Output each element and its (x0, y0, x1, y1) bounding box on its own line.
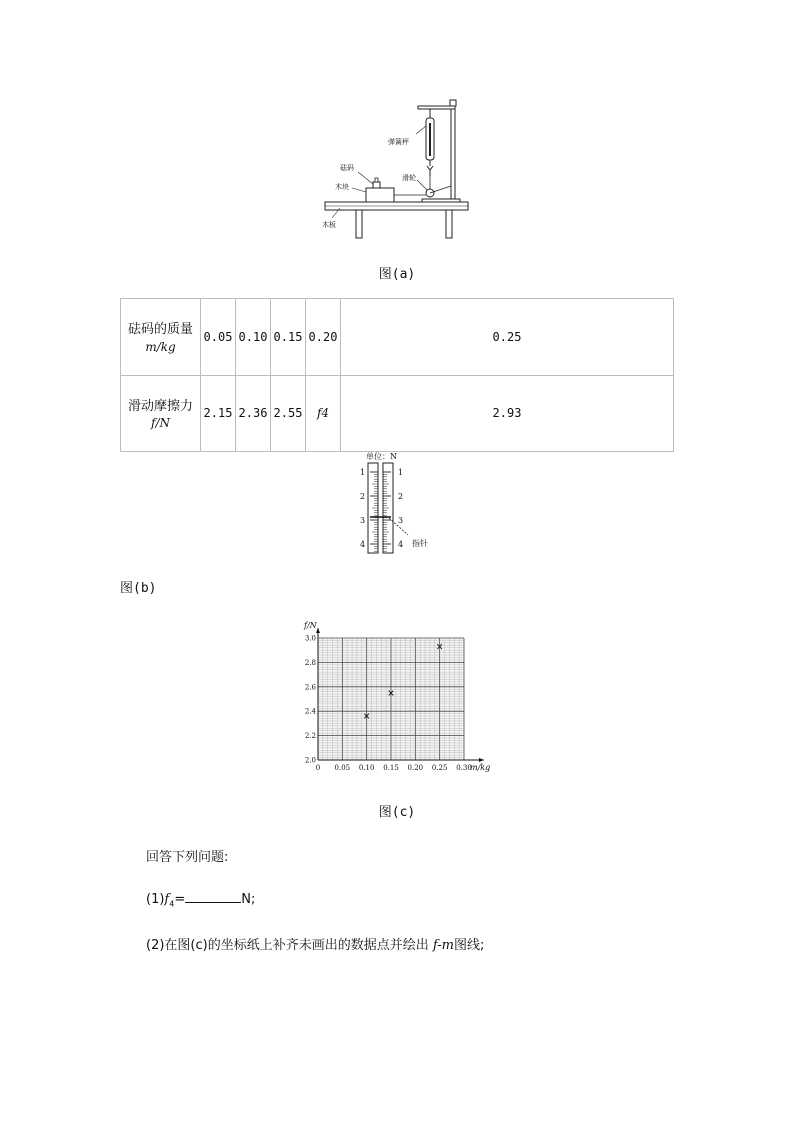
q2-var: f-m (432, 938, 454, 953)
x-axis-arrow (479, 758, 484, 762)
row-header-friction (121, 375, 201, 452)
mass-unit: m/kg (145, 339, 176, 354)
data-point: × (435, 642, 444, 653)
table-row-friction (121, 375, 674, 452)
data-point: × (387, 688, 395, 699)
scale-unit-label: 单位：N (366, 452, 397, 461)
table-cell: 2.36 (236, 375, 271, 452)
scale-number-left: 3 (360, 516, 366, 525)
figure-a-caption: 图(a) (378, 267, 416, 282)
label-spring-scale: 弹簧秤 (388, 138, 409, 146)
weight (373, 182, 380, 188)
y-tick-label: 2.0 (304, 756, 316, 765)
scale-number-left: 1 (360, 468, 366, 477)
scale-number-right: 3 (398, 516, 404, 525)
chart-grid (318, 638, 464, 760)
scale-number-right: 2 (398, 492, 404, 501)
x-tick-label: 0.30 (456, 764, 472, 772)
chart-y-label: f/N (304, 621, 317, 630)
label-pulley: 滑轮 (402, 174, 416, 182)
x-tick-label: 0 (315, 764, 321, 772)
table-cell: 2.55 (271, 375, 306, 452)
scale-number-left: 2 (360, 492, 366, 501)
label-block: 木块 (335, 183, 349, 191)
label-weight: 砝码 (340, 164, 354, 172)
q1-answer-blank[interactable] (185, 890, 241, 903)
table-cell: 0.05 (201, 299, 236, 376)
stand-arm (418, 106, 455, 109)
y-tick-label: 2.8 (304, 658, 316, 667)
y-tick-label: 2.2 (304, 732, 316, 741)
y-tick-label: 3.0 (304, 634, 316, 643)
table-row-mass (121, 299, 674, 376)
y-tick-label: 2.6 (304, 683, 316, 692)
table-cell: 0.25 (341, 299, 674, 376)
x-tick-label: 0.20 (407, 764, 424, 772)
x-tick-label: 0.05 (334, 764, 351, 772)
questions-intro: 回答下列问题: (146, 850, 229, 865)
scale-number-left: 4 (360, 540, 366, 549)
figure-b-caption: 图(b) (120, 581, 157, 596)
x-tick-label: 0.25 (431, 764, 448, 772)
friction-header-text: 滑动摩擦力 (127, 398, 193, 414)
wood-block (366, 188, 394, 202)
mass-header-text: 砝码的质量 (127, 322, 193, 337)
f-m-chart (296, 618, 496, 776)
question-1 (146, 890, 255, 909)
q1-prefix: (1) (146, 892, 165, 907)
q1-var: f (164, 892, 170, 907)
data-table (120, 298, 674, 452)
q2-prefix: (2)在图(c)的坐标纸上补齐未画出的数据点并绘出 (146, 938, 429, 953)
row-header-mass (121, 299, 201, 376)
table-leg-right (446, 210, 452, 238)
chart-x-label: m/kg (470, 763, 491, 772)
table-cell: 0.15 (271, 299, 306, 376)
x-tick-label: 0.10 (358, 764, 375, 772)
q1-suffix: N; (241, 892, 256, 907)
figure-c-caption: 图(c) (378, 805, 416, 820)
q1-eq: = (174, 892, 186, 907)
table-cell: 2.93 (341, 375, 674, 452)
scale-number-right: 1 (398, 468, 404, 477)
stand-pole (451, 106, 455, 199)
y-tick-label: 2.4 (304, 707, 316, 716)
pointer-label: 指针 (412, 539, 428, 548)
scale-number-right: 4 (398, 540, 404, 549)
table-cell: 0.20 (306, 299, 341, 376)
x-tick-label: 0.15 (383, 764, 399, 772)
q2-suffix: 图线; (453, 938, 485, 953)
table-leg-left (356, 210, 362, 238)
label-board: 木板 (322, 221, 336, 229)
table-cell: 0.10 (236, 299, 271, 376)
apparatus-figure (318, 96, 478, 240)
table-cell-f4: f4 (306, 375, 341, 452)
data-point: × (362, 712, 371, 723)
table-cell: 2.15 (201, 375, 236, 452)
friction-unit: f/N (151, 416, 170, 430)
question-2 (146, 934, 484, 953)
scale-reading-figure (356, 451, 442, 555)
q1-sub: 4 (169, 899, 175, 909)
